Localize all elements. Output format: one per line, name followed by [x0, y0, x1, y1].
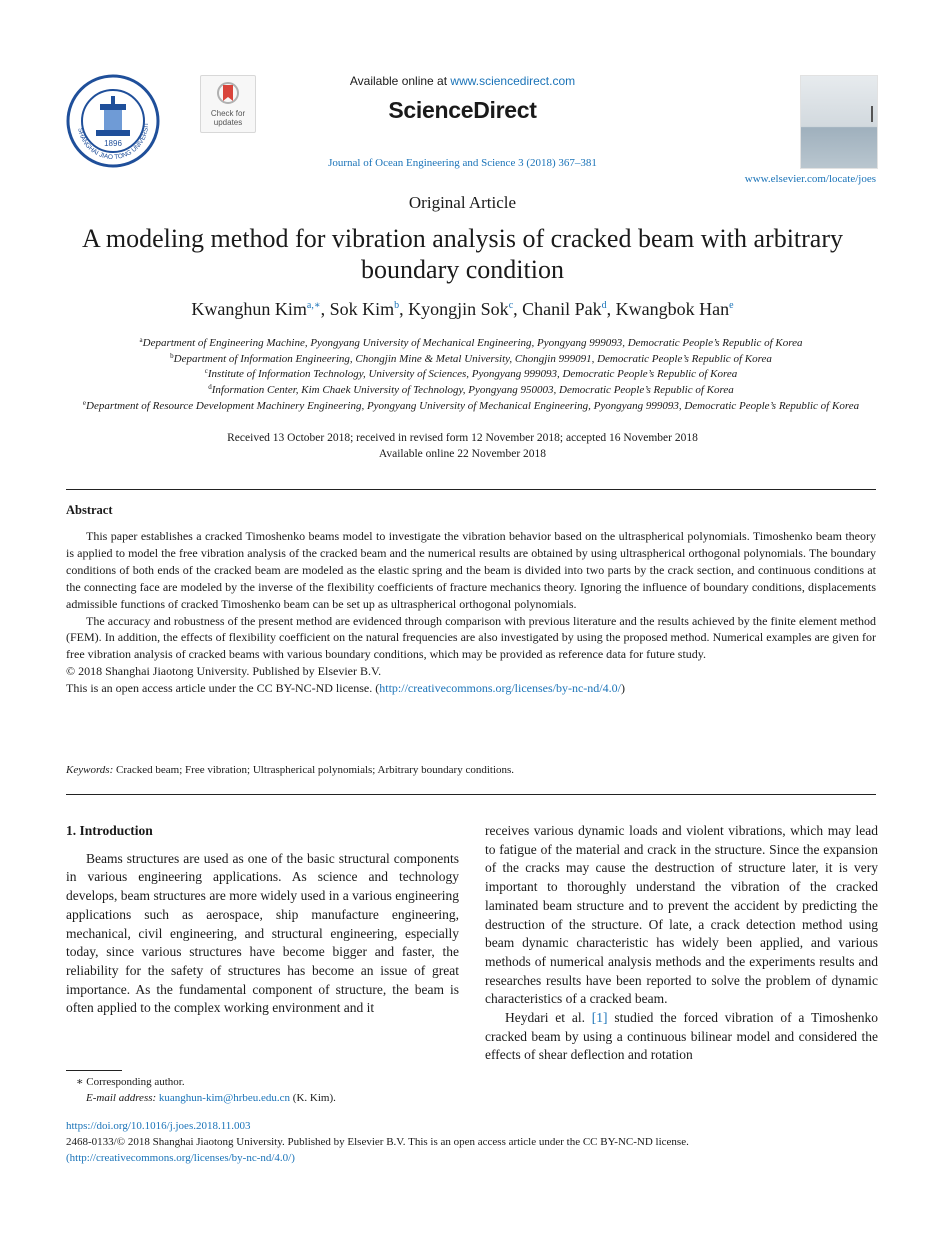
section-heading: 1. Introduction	[66, 823, 153, 838]
check-for-updates-label: Check for updates	[210, 109, 246, 127]
body-paragraph: receives various dynamic loads and violent vibrations, which may lead to fatigue of the material and crack in the structure. Since the expansion of the cracks may cause the destruction of structure later, it is very important to thoroughly understand the vibration of the cracked laminated beam structure and to prevent the accident by predicting the destruction of the structure. Of late, a crack detection method using beam dynamic characteristic has widely been applied, and various methods of numerical analysis methods and the experiments results and researches results have been reported to solve the problem of dynamic characteristics of a cracked beam.	[485, 823, 878, 1007]
sciencedirect-brand: ScienceDirect	[388, 97, 537, 123]
keywords-text: Cracked beam; Free vibration; Ultraspherical polynomials; Arbitrary boundary conditions.	[113, 764, 515, 776]
journal-cover-image	[800, 75, 878, 169]
email-link[interactable]: kuanghun-kim@hrbeu.edu.cn	[158, 1092, 291, 1104]
affiliation-e: $^e$Department of Resource Development Machinery Engineering, Pyongyang University of Mechanical Engineering, Pyongyang 999093, Democratic People’s Republic of Korea	[82, 399, 860, 412]
abstract-paragraph: The accuracy and robustness of the present method are evidenced through comparison with previous literature and the results achieved by the finite element method (FEM). In addition, the effects of flexibility coefficient on the natural frequencies are also investigated by using the proposed method. Numerical examples are given for free vibration analysis of cracked beams with various boundary conditions, which may be provided as reference data for future study.	[66, 613, 876, 662]
divider-bottom	[66, 794, 876, 795]
issn-copyright-line: 2468-0133/© 2018 Shanghai Jiaotong University. Published by Elsevier B.V. This is an open access article under the CC BY-NC-ND license.	[66, 1136, 689, 1148]
affiliation-c: $^c$Institute of Information Technology, University of Sciences, Pyongyang 999093, Democratic People’s Republic of Korea	[204, 367, 738, 380]
available-online-date: Available online 22 November 2018	[378, 447, 547, 460]
author[interactable]: Chanil Pak$^d$	[522, 299, 607, 319]
sciencedirect-link[interactable]: www.sciencedirect.com	[450, 74, 576, 88]
author[interactable]: Kyongjin Sok$^c$	[408, 299, 514, 319]
affiliation-d: $^d$Information Center, Kim Chaek University of Technology, Pyongyang 950003, Democratic People’s Republic of Korea	[208, 383, 734, 396]
email-note: E-mail address: kuanghun-kim@hrbeu.edu.cn (K. Kim).	[86, 1092, 336, 1104]
doi-link[interactable]: https://doi.org/10.1016/j.joes.2018.11.003	[66, 1120, 251, 1132]
left-column	[66, 822, 459, 1018]
divider-top	[66, 489, 876, 490]
footnote-rule	[66, 1070, 122, 1071]
body-paragraph: Beams structures are used as one of the basic structural components in various engineering applications. As science and technology develops, beam structures are more widely used in a various engineering applications such as aerospace, ship manufacture engineering, mechanical, civil engineering, and structural engineering, especially today, since various structures have become bigger and faster, the reliability for the safety of structures has become an issue of great importance. As the fundamental component of structure, the beam is often applied to the complex working environment and it	[66, 850, 459, 1016]
journal-reference[interactable]: Journal of Ocean Engineering and Science 3 (2018) 367–381	[328, 157, 597, 169]
author[interactable]: Kwangbok Han$^e$	[615, 299, 734, 319]
keywords-label: Keywords:	[66, 764, 114, 776]
author[interactable]: Kwanghun Kim$^{a,∗}$	[191, 299, 321, 319]
received-dates: Received 13 October 2018; received in revised form 12 November 2018; accepted 16 November 2018	[227, 432, 698, 444]
article-history	[0, 431, 925, 462]
affiliation-a: $^a$Department of Engineering Machine, Pyongyang University of Mechanical Engineering, Pyongyang 999093, Democratic People’s Republic of Korea	[139, 336, 803, 349]
license-link[interactable]: http://creativecommons.org/licenses/by-nc-nd/4.0/	[379, 681, 621, 696]
abstract-body	[66, 528, 876, 697]
corresponding-author-note: ∗ Corresponding author.	[76, 1076, 185, 1088]
body-paragraph: Heydari et al. [1] studied the forced vibration of a Timoshenko cracked beam by using a continuous bilinear model and considered the effects of shear deflection and rotation	[485, 1010, 878, 1063]
abstract-license: This is an open access article under the CC BY-NC-ND license. (http://creativecommons.org/licenses/by-nc-nd/4.0/)	[66, 681, 625, 696]
cover-lighthouse	[871, 106, 873, 122]
article-title: A modeling method for vibration analysis of cracked beam with arbitrary boundary condition	[82, 224, 843, 284]
right-column	[485, 822, 878, 1065]
keywords	[66, 764, 514, 776]
citation-link[interactable]: [1]	[591, 1010, 608, 1026]
abstract-heading: Abstract	[66, 503, 113, 517]
author[interactable]: Sok Kim$^b$	[329, 299, 400, 319]
article-type: Original Article	[408, 193, 517, 212]
abstract-copyright: © 2018 Shanghai Jiaotong University. Published by Elsevier B.V.	[66, 664, 382, 679]
available-online	[0, 74, 925, 88]
available-online-text: Available online at	[349, 74, 451, 88]
logo-ring-text: SHANGHAI JIAO TONG UNIVERSIT	[76, 122, 151, 162]
abstract-paragraph: This paper establishes a cracked Timoshenko beams model to investigate the vibration behavior based on the ultraspherical polynomials. Timoshenko beam theory is applied to model the free vibration analysis of the cracked beam and the numerical results are obtained by using ultraspherical orthogonal polynomials. The boundary conditions of both ends of the cracked beam are modeled as the elastic spring and the beam is divided into two parts by the crack section, and continuous conditions at the connecting face are modeled by the inverse of the flexibility coefficients of fracture mechanics theory. Ignoring the influence of boundary conditions, displacements admissible functions of cracked Timoshenko beam can be set up as ultraspherical orthogonal polynomials.	[66, 529, 876, 611]
footer-license-link[interactable]: (http://creativecommons.org/licenses/by-nc-nd/4.0/)	[66, 1152, 295, 1164]
elsevier-journal-link[interactable]: www.elsevier.com/locate/joes	[744, 173, 876, 185]
logo-year: 1896	[104, 139, 122, 148]
affiliation-b: $^b$Department of Information Engineering, Chongjin Mine & Metal University, Chongjin 999091, Democratic People’s Republic of Korea	[170, 352, 772, 365]
author-list: Kwanghun Kim$^{a,∗}$, Sok Kim$^b$, Kyongjin Sok$^c$, Chanil Pak$^d$, Kwangbok Han$^e$	[191, 299, 734, 319]
